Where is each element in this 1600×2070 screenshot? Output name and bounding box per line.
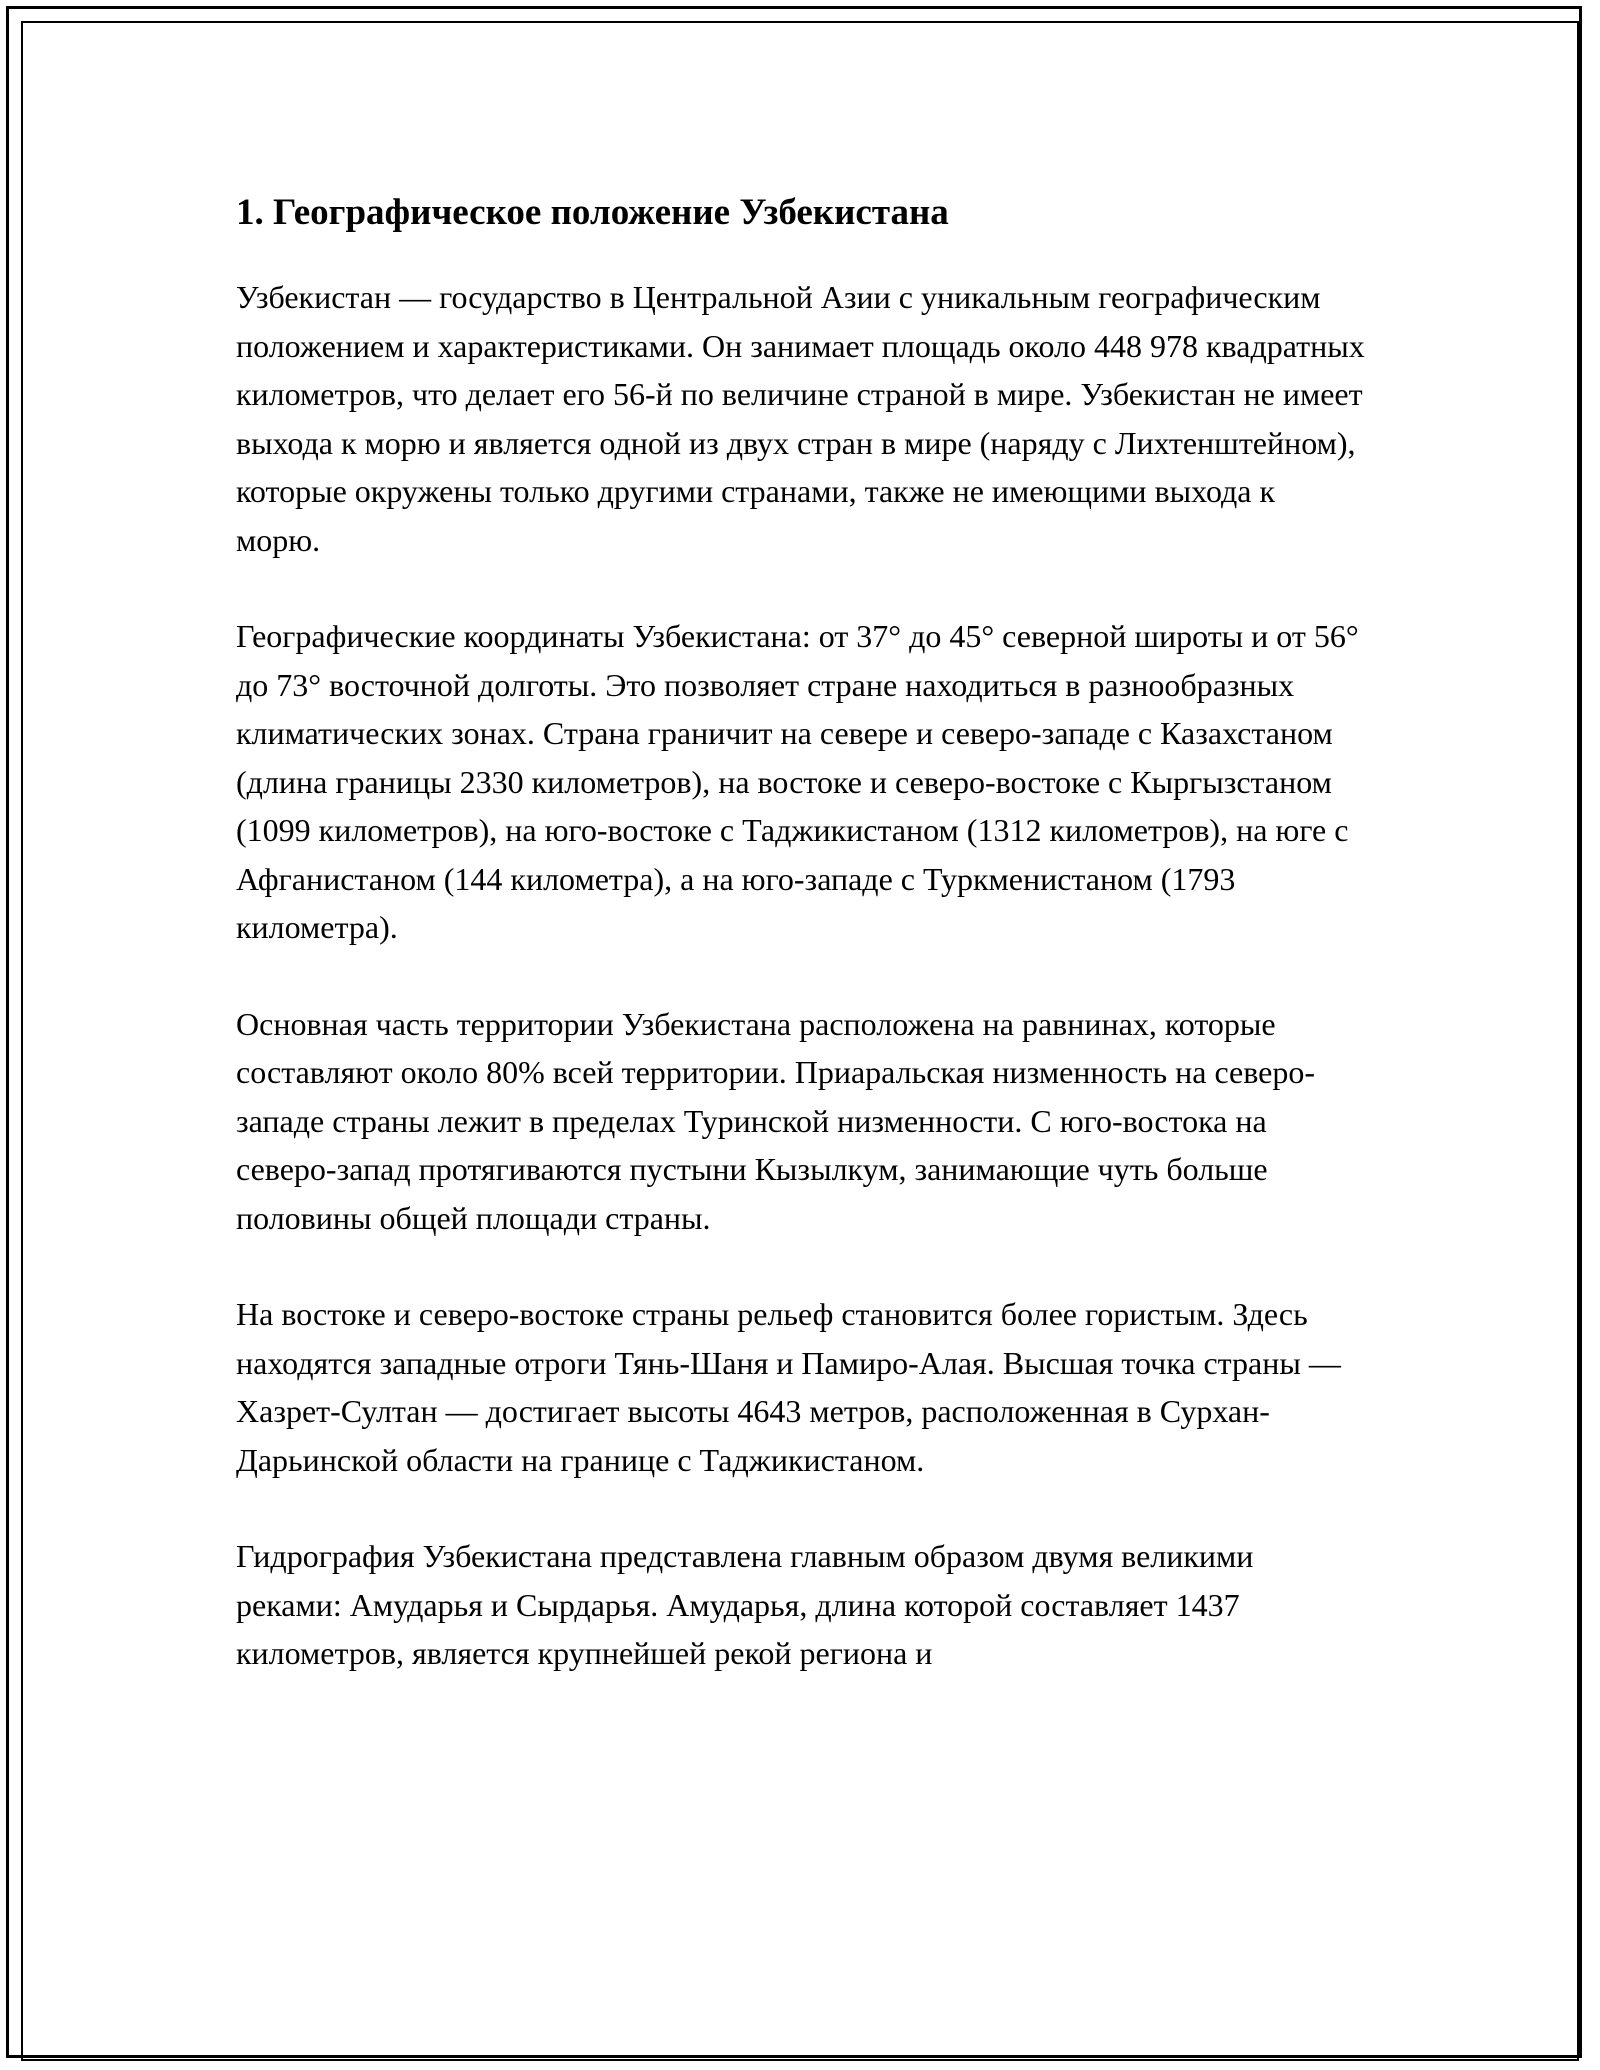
- paragraph-plains: Основная часть территории Узбекистана расположена на равнинах, которые составляют около 80% всей территории. Приаральская низменность на северо-западе страны лежит в пределах Туринской низменности. С юго-востока на северо-запад протягиваются пустыни Кызылкум, занимающие чуть больше половины общей площади страны.: [236, 1005, 1316, 1236]
- section-heading: 1. Географическое положение Узбекистана: [236, 192, 949, 233]
- document-body: [236, 185, 1366, 1726]
- paragraph-coordinates-borders: Географические координаты Узбекистана: от 37° до 45° северной широты и от 56° до 73° восточной долготы. Это позволяет стране находиться в разнообразных климатических зонах. Страна граничит на севере и северо-западе с Казахстаном (длина границы 2330 километров), на востоке и северо-востоке с Кыргызстаном (1099 километров), на юго-востоке с Таджикистаном (1312 километров), на юге с Афганистаном (144 километра), а на юго-западе с Туркменистаном (1793 километра).: [236, 618, 1359, 945]
- paragraph-mountains: На востоке и северо-востоке страны рельеф становится более гористым. Здесь находятся западные отроги Тянь-Шаня и Памиро-Алая. Высшая точка страны — Хазрет-Султан — достигает высоты 4643 метров, расположенная в Сурхан-Дарьинской области на границе с Таджикистаном.: [236, 1296, 1341, 1478]
- paragraph-hydrography: Гидрография Узбекистана представлена главным образом двумя великими реками: Амударья и Сырдарья. Амударья, длина которой составляет 1437 километров, является крупнейшей рекой региона и: [236, 1538, 1254, 1671]
- paragraph-area: Узбекистан — государство в Центральной Азии с уникальным географическим положением и характеристиками. Он занимает площадь около 448 978 квадратных километров, что делает его 56-й по величине страной в мире. Узбекистан не имеет выхода к морю и является одной из двух стран в мире (наряду с Лихтенштейном), которые окружены только другими странами, также не имеющими выхода к морю.: [236, 279, 1365, 558]
